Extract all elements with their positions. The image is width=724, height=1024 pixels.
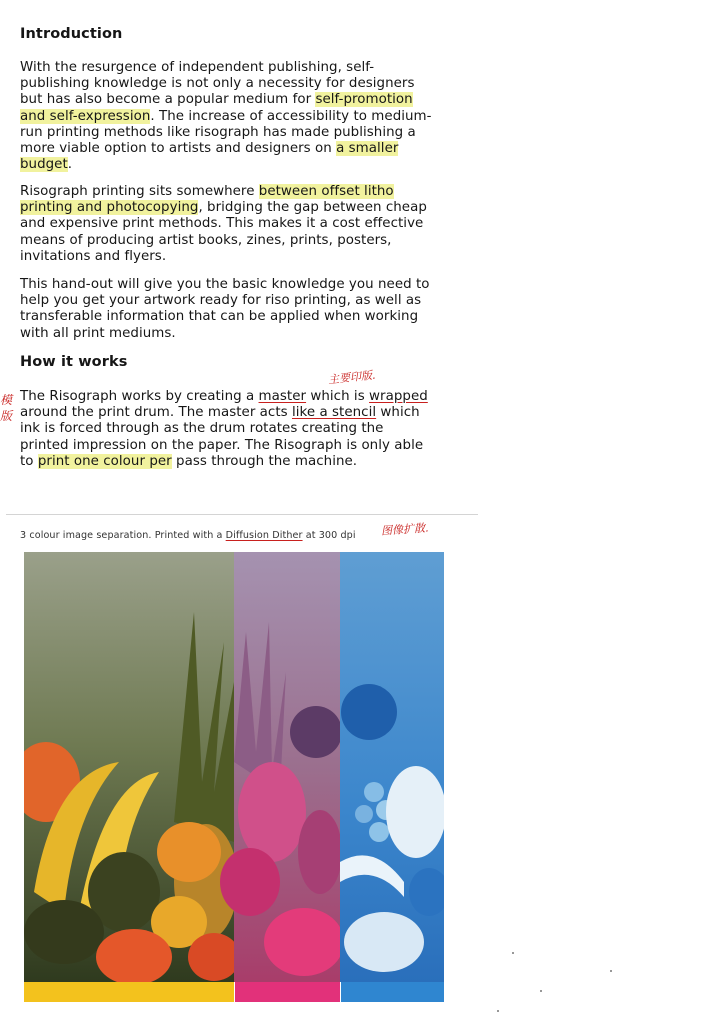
highlight-self-promotion: self-promotion and self-expression bbox=[20, 92, 413, 124]
highlight-offset-litho: between offset litho printing and photocopying bbox=[20, 184, 394, 216]
how-it-works-heading: How it works bbox=[20, 354, 128, 370]
text-run: which ink is forced through as the drum rotates creating the printed impression on the paper. The Risograph is only able to bbox=[20, 405, 424, 469]
text-run: which is bbox=[306, 389, 370, 404]
text-run: With the resurgence of independent publishing, self-publishing knowledge is not only a necessity for designers but has also become a popular medium for bbox=[20, 60, 415, 108]
underline-diffusion-dither: Diffusion Dither bbox=[225, 530, 303, 541]
handwritten-note-stencil: 模版 bbox=[0, 393, 13, 423]
underline-stencil: like a stencil bbox=[291, 405, 377, 421]
text-run: at 300 dpi bbox=[302, 530, 356, 541]
intro-paragraph-1 bbox=[20, 60, 440, 173]
intro-paragraph-2 bbox=[20, 184, 440, 265]
underline-wrapped: wrapped bbox=[369, 389, 428, 404]
highlight-smaller-budget: a smaller budget bbox=[20, 141, 399, 173]
scan-speck bbox=[497, 1010, 499, 1012]
text-run: The Risograph works by creating a bbox=[20, 389, 259, 404]
blue-color-strip bbox=[341, 982, 444, 1002]
text-run: Risograph printing sits somewhere bbox=[20, 184, 259, 199]
handwritten-note-dither: 图像扩散. bbox=[380, 521, 429, 538]
magenta-color-strip bbox=[235, 982, 340, 1002]
magenta-separation-panel bbox=[220, 552, 344, 982]
scan-speck bbox=[512, 952, 514, 954]
yellow-separation-panel bbox=[24, 552, 240, 985]
figure-caption bbox=[20, 530, 356, 541]
underline-master: master bbox=[258, 389, 307, 404]
text-run: . The increase of accessibility to medium-run printing methods like risograph has made publishing a more viable option to artists and designers on bbox=[20, 108, 432, 157]
intro-paragraph-3: This hand-out will give you the basic knowledge you need to help you get your artwork ready for riso printing, as well as transferable information that can be applied when working with all print mediums. bbox=[20, 277, 430, 341]
scan-speck bbox=[540, 990, 542, 992]
text-run: around the print drum. The master acts bbox=[20, 405, 292, 421]
highlight-one-colour: print one colour per bbox=[37, 453, 172, 469]
section-divider bbox=[6, 514, 478, 515]
how-it-works-paragraph bbox=[20, 389, 435, 470]
yellow-color-strip bbox=[24, 982, 234, 1002]
scan-speck bbox=[610, 970, 612, 972]
fruit-separation-image bbox=[24, 552, 444, 1002]
text-run: pass through the machine. bbox=[171, 453, 358, 469]
text-run: , bridging the gap between cheap and expensive print methods. This makes it a cost effective means of producing artist books, zines, prints, posters, invitations and flyers. bbox=[20, 200, 427, 264]
blue-separation-panel bbox=[340, 552, 444, 982]
handwritten-note-master: 主要印版. bbox=[327, 368, 377, 387]
text-run: 3 colour image separation. Printed with a bbox=[20, 530, 226, 541]
introduction-heading: Introduction bbox=[20, 26, 123, 42]
text-run: . bbox=[67, 157, 73, 173]
